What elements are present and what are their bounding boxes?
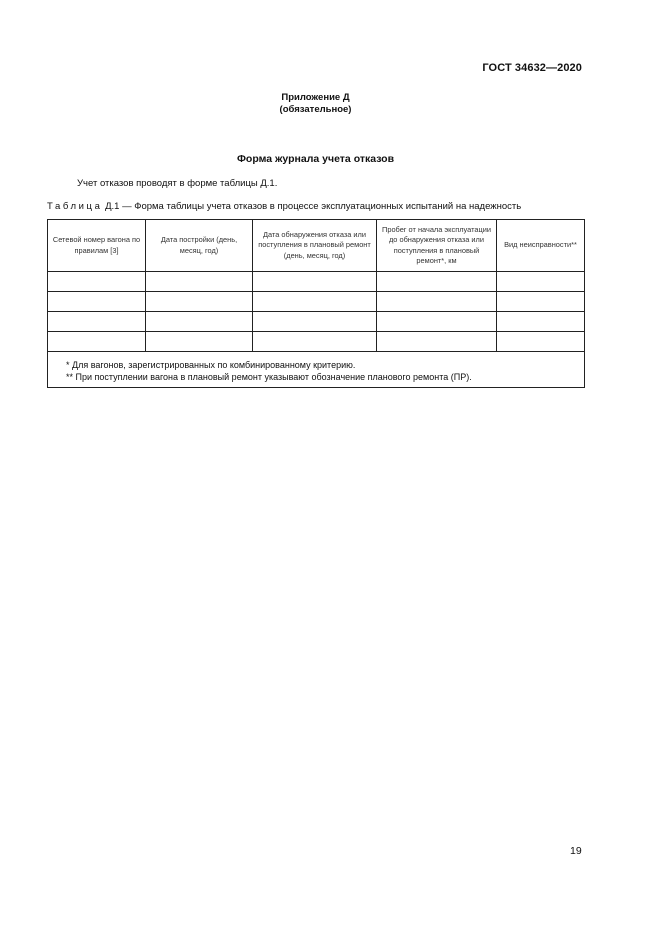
table-caption-word: Таблица	[47, 201, 103, 212]
table-note: * Для вагонов, зарегистрированных по комбинированному критерию.	[66, 360, 356, 370]
appendix-heading	[0, 92, 631, 116]
table-cell	[48, 332, 146, 352]
table-note: ** При поступлении вагона в плановый ремонт указывают обозначение планового ремонта (ПР).	[66, 372, 472, 382]
table-cell	[146, 292, 253, 312]
table-cell	[48, 312, 146, 332]
table-cell	[253, 292, 377, 312]
table-cell	[146, 332, 253, 352]
appendix-status: (обязательное)	[279, 104, 352, 115]
table-cell	[146, 312, 253, 332]
table-cell	[253, 272, 377, 292]
table-row	[48, 332, 585, 352]
standard-designation: ГОСТ 34632—2020	[482, 62, 582, 74]
table-cell	[377, 312, 497, 332]
column-header: Вид неисправности**	[497, 220, 585, 272]
page-number: 19	[570, 845, 582, 857]
table-cell	[497, 332, 585, 352]
table-cell	[48, 292, 146, 312]
table-cell	[497, 292, 585, 312]
table-cell	[48, 272, 146, 292]
table-caption-text: Д.1 — Форма таблицы учета отказов в процессе эксплуатационных испытаний на надежность	[102, 201, 522, 212]
table-cell	[253, 312, 377, 332]
column-header: Пробег от начала эксплуатации до обнаружения отказа или поступления в плановый ремонт*, км	[377, 220, 497, 272]
table-row	[48, 272, 585, 292]
table-caption	[47, 201, 521, 212]
column-header: Сетевой номер вагона по правилам [3]	[48, 220, 146, 272]
table-cell	[377, 332, 497, 352]
table-row	[48, 292, 585, 312]
failure-journal-table	[47, 219, 585, 388]
table-header-row	[48, 220, 585, 272]
column-header: Дата постройки (день, месяц, год)	[146, 220, 253, 272]
table-cell	[497, 312, 585, 332]
column-header: Дата обнаружения отказа или поступления в плановый ремонт (день, месяц, год)	[253, 220, 377, 272]
table-cell	[253, 332, 377, 352]
table-cell	[146, 272, 253, 292]
table-notes-row	[48, 352, 585, 388]
table-row	[48, 312, 585, 332]
intro-paragraph: Учет отказов проводят в форме таблицы Д.1.	[77, 178, 278, 189]
appendix-title: Приложение Д	[281, 92, 350, 103]
form-title: Форма журнала учета отказов	[236, 153, 395, 165]
table-cell	[497, 272, 585, 292]
table-cell	[377, 272, 497, 292]
table-cell	[377, 292, 497, 312]
table-notes	[48, 352, 585, 388]
